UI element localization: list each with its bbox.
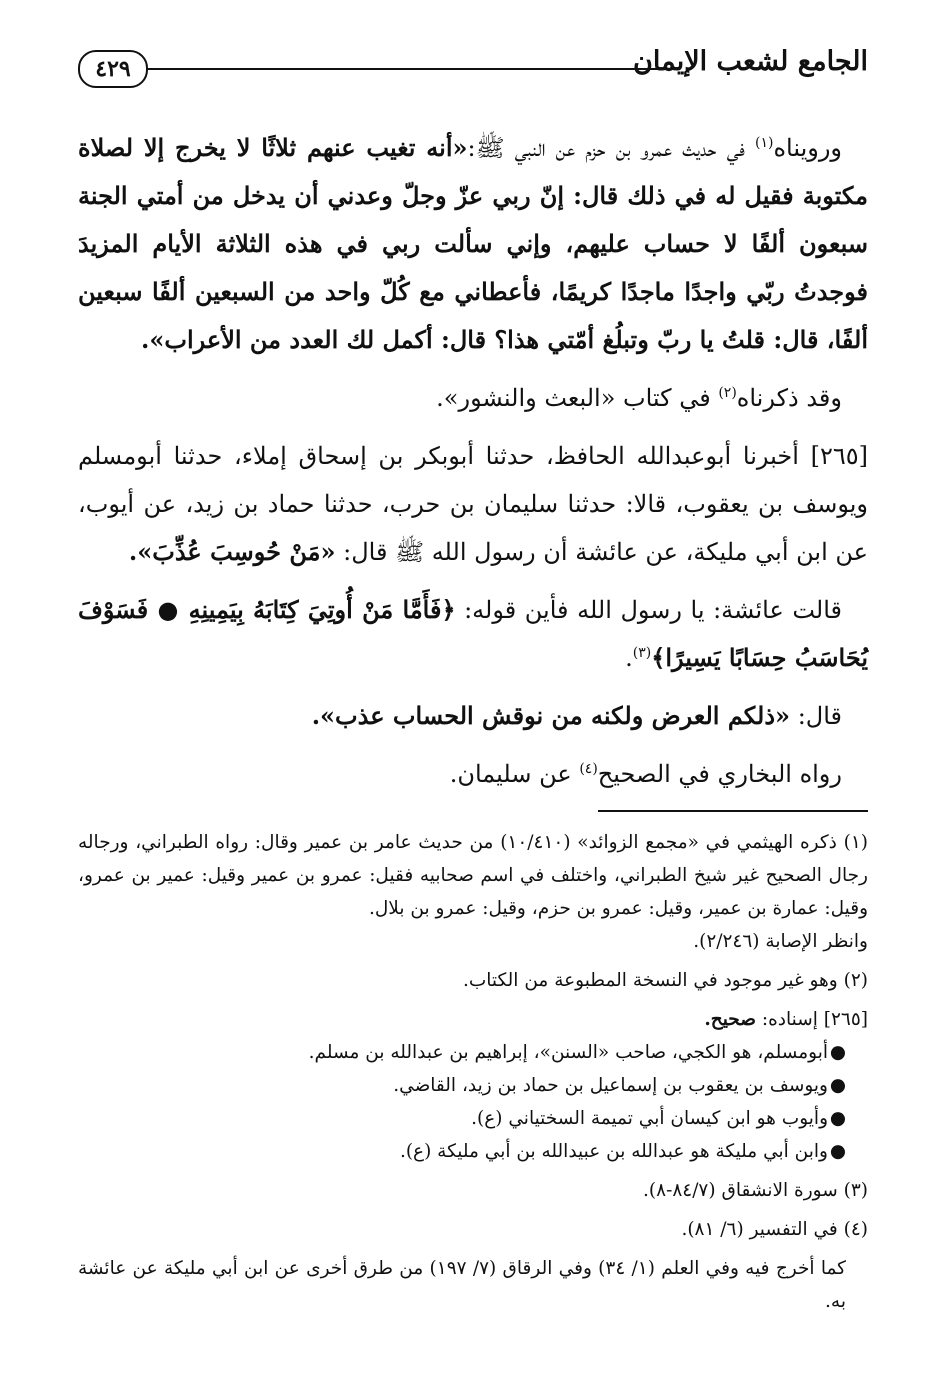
page-header <box>78 40 868 104</box>
p1-mid: في حديث عمرو بن حزم عن النبي ﷺ: <box>467 134 755 162</box>
p2-lead: وقد ذكرناه <box>736 384 842 412</box>
footnote-265-grade: صحيح. <box>704 1009 756 1030</box>
page-number: ٤٢٩ <box>78 50 148 88</box>
main-text <box>78 124 868 798</box>
bullet-icon: ● <box>829 1075 846 1096</box>
p5-lead: قال: <box>790 702 842 730</box>
list-item <box>78 1135 846 1168</box>
narrator-note: وأيوب هو ابن كيسان أبي تميمة السختياني (ع). <box>471 1108 828 1129</box>
narrator-list <box>78 1036 868 1168</box>
footnote-mark-2: (٢) <box>718 385 737 401</box>
footnote-265-label: [٢٦٥] إسناده: <box>755 1009 868 1030</box>
p4-end: . <box>625 644 633 672</box>
footnote-4-note: كما أخرج فيه وفي العلم (١/ ٣٤) وفي الرقاق (٧/ ١٩٧) من طرق أخرى عن ابن أبي مليكة عن عائشة به. <box>78 1258 846 1312</box>
hadith-quote-2: «مَنْ حُوسِبَ عُذِّبَ». <box>128 537 336 566</box>
p1-lead: ورويناه <box>773 134 843 162</box>
paragraph-3 <box>78 432 868 576</box>
footnote-1-ref: وانظر الإصابة (٢/٢٤٦). <box>693 931 868 952</box>
list-item <box>78 1036 846 1069</box>
bullet-icon: ● <box>829 1042 846 1063</box>
p2-rest: في كتاب «البعث والنشور». <box>436 384 719 412</box>
list-item <box>78 1069 846 1102</box>
footnote-mark-3: (٣) <box>632 645 652 661</box>
quran-verse: ﴿فَأَمَّا مَنْ أُوتِيَ كِتَابَهُ بِيَمِينِهِ ● فَسَوْفَ يُحَاسَبُ حِسَابًا يَسِيرًا﴾ <box>78 595 868 672</box>
bullet-icon: ● <box>829 1141 846 1162</box>
paragraph-5 <box>78 692 868 740</box>
paragraph-6 <box>78 750 868 798</box>
footnote-rule <box>598 810 868 812</box>
footnote-mark-1: (١) <box>754 135 774 151</box>
book-page <box>78 40 868 1340</box>
footnote-2: (٢) وهو غير موجود في النسخة المطبوعة من الكتاب. <box>462 970 868 991</box>
p6-lead: رواه البخاري في الصحيح <box>597 760 842 788</box>
footnote-1-text: (١) ذكره الهيثمي في «مجمع الزوائد» (١٠/٤١٠) من حديث عامر بن عمير وقال: رواه الطبراني، ورجاله رجال الصحيح غير شيخ الطبراني، واختلف في اسم صحابيه فقيل: عمرو بن عمير وقيل: عمير بن عمرو، وقيل: عمارة بن عمير، وقيل: عمرو بن حزم، وقيل: عمرو بن بلال. <box>78 832 868 919</box>
bullet-icon: ● <box>829 1108 846 1129</box>
p3-text: [٢٦٥] أخبرنا أبوعبدالله الحافظ، حدثنا أبوبكر بن إسحاق إملاء، حدثنا أبومسلم ويوسف بن يعقوب، قالا: حدثنا سليمان بن حرب، حدثنا حماد بن زيد، عن أيوب، عن ابن أبي مليكة، عن عائشة أن رسول الله ﷺ قال: <box>78 442 868 566</box>
footnote-mark-4: (٤) <box>579 761 598 777</box>
paragraph-4 <box>78 586 868 682</box>
footnote-4: (٤) في التفسير (٦/ ٨١). <box>681 1219 868 1240</box>
paragraph-1 <box>78 124 868 364</box>
footnote-1 <box>78 826 868 958</box>
p6-rest: عن سليمان. <box>449 760 580 788</box>
hadith-quote-3: «ذلكم العرض ولكنه من نوقش الحساب عذب». <box>311 701 791 730</box>
footnotes <box>78 826 868 1318</box>
running-title: الجامع لشعب الإيمان <box>633 46 868 77</box>
paragraph-2 <box>78 374 868 422</box>
list-item <box>78 1102 846 1135</box>
narrator-note: وابن أبي مليكة هو عبدالله بن عبيدالله بن أبي مليكة (ع). <box>399 1141 828 1162</box>
footnote-265 <box>78 1003 868 1168</box>
footnote-265-head <box>78 1003 868 1036</box>
narrator-note: ويوسف بن يعقوب بن إسماعيل بن حماد بن زيد، القاضي. <box>393 1075 828 1096</box>
p4-lead: قالت عائشة: يا رسول الله فأين قوله: <box>455 596 842 624</box>
narrator-note: أبومسلم، هو الكجي، صاحب «السنن»، إبراهيم بن عبدالله بن مسلم. <box>308 1042 828 1063</box>
hadith-quote-1: «أنه تغيب عنهم ثلاثًا لا يخرج إلا لصلاة مكتوبة فقيل له في ذلك قال: إنّ ربي عزّ وجلّ وعدني أن يدخل من أمتي الجنة سبعون ألفًا لا حساب عليهم، وإني سألت ربي في هذه الثلاثة الأيام المزيدَ فوجدتُ ربّي واجدًا ماجدًا كريمًا، فأعطاني مع كُلّ واحد من السبعين ألفًا سبعين ألفًا، قال: قلتُ يا ربّ وتبلُغ أمّتي هذا؟ قال: أكمل لك العدد من الأعراب». <box>78 133 868 354</box>
footnote-3: (٣) سورة الانشقاق (٨٤/٧-٨). <box>643 1180 868 1201</box>
header-rule <box>138 68 658 70</box>
